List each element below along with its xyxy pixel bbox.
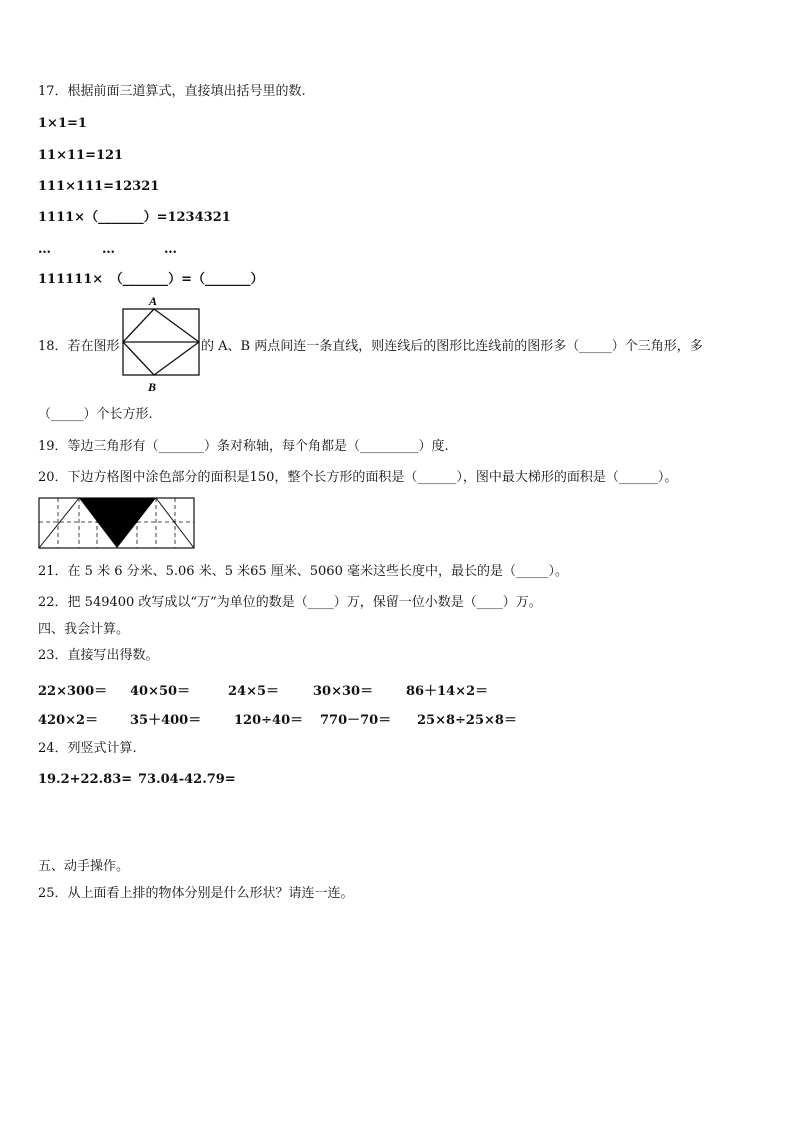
vertical-calc-item[interactable]: 19.2+22.83= — [38, 772, 133, 787]
q17-dots-1: … — [38, 242, 51, 257]
q25-text: 25．从上面看上排的物体分别是什么形状？请连一连。 — [38, 886, 354, 901]
q18-prefix: 18．若在图形 — [38, 339, 120, 354]
calc-item[interactable]: 35＋400＝ — [130, 713, 202, 728]
calc-item[interactable]: 420×2＝ — [38, 713, 99, 728]
calc-item[interactable]: 86＋14×2＝ — [406, 684, 489, 699]
q18-rectangle-figure — [118, 294, 204, 398]
q17-dots-2: … — [102, 242, 115, 257]
q18-line-2[interactable]: （_____）个长方形. — [38, 407, 153, 422]
calc-item[interactable]: 770－70＝ — [320, 713, 392, 728]
q23-title: 23．直接写出得数。 — [38, 648, 159, 663]
section-5-heading: 五、动手操作。 — [38, 859, 130, 874]
q17-line-2: 11×11=121 — [38, 148, 124, 163]
calc-item[interactable]: 40×50＝ — [130, 684, 191, 699]
q17-line-4[interactable]: 1111×（_______）=1234321 — [38, 210, 231, 225]
point-b-label: B — [148, 380, 157, 394]
q17-line-1: 1×1=1 — [38, 116, 87, 131]
q20-text[interactable]: 20．下边方格图中涂色部分的面积是150，整个长方形的面积是（______），图中最大梯形的面积是（______）。 — [38, 470, 678, 485]
q17-line-6[interactable]: 111111× （_______）=（_______） — [38, 272, 264, 287]
q18-suffix[interactable]: 的 A、B 两点间连一条直线，则连线后的图形比连线前的图形多（_____）个三角形，多 — [201, 339, 703, 354]
vertical-calc-item[interactable]: 73.04-42.79= — [138, 772, 236, 787]
q17-dots-3: … — [164, 242, 177, 257]
q19-text[interactable]: 19．等边三角形有（_______）条对称轴，每个角都是（_________）度. — [38, 439, 449, 454]
calc-item[interactable]: 30×30＝ — [313, 684, 374, 699]
q21-text[interactable]: 21．在 5 米 6 分米、5.06 米、5 米65 厘米、5060 毫米这些长度中，最长的是（_____）。 — [38, 564, 568, 579]
q22-text[interactable]: 22．把 549400 改写成以“万”为单位的数是（____）万，保留一位小数是（____）万。 — [38, 595, 542, 610]
q20-grid-figure — [38, 497, 195, 549]
section-4-heading: 四、我会计算。 — [38, 622, 130, 637]
calc-item[interactable]: 25×8÷25×8＝ — [417, 713, 517, 728]
calc-item[interactable]: 22×300＝ — [38, 684, 108, 699]
point-a-label: A — [149, 294, 158, 308]
q17-line-3: 111×111=12321 — [38, 179, 160, 194]
q17-title: 17．根据前面三道算式，直接填出括号里的数. — [38, 84, 306, 99]
calc-item[interactable]: 120÷40＝ — [234, 713, 304, 728]
q24-title: 24．列竖式计算. — [38, 741, 137, 756]
calc-item[interactable]: 24×5＝ — [228, 684, 280, 699]
